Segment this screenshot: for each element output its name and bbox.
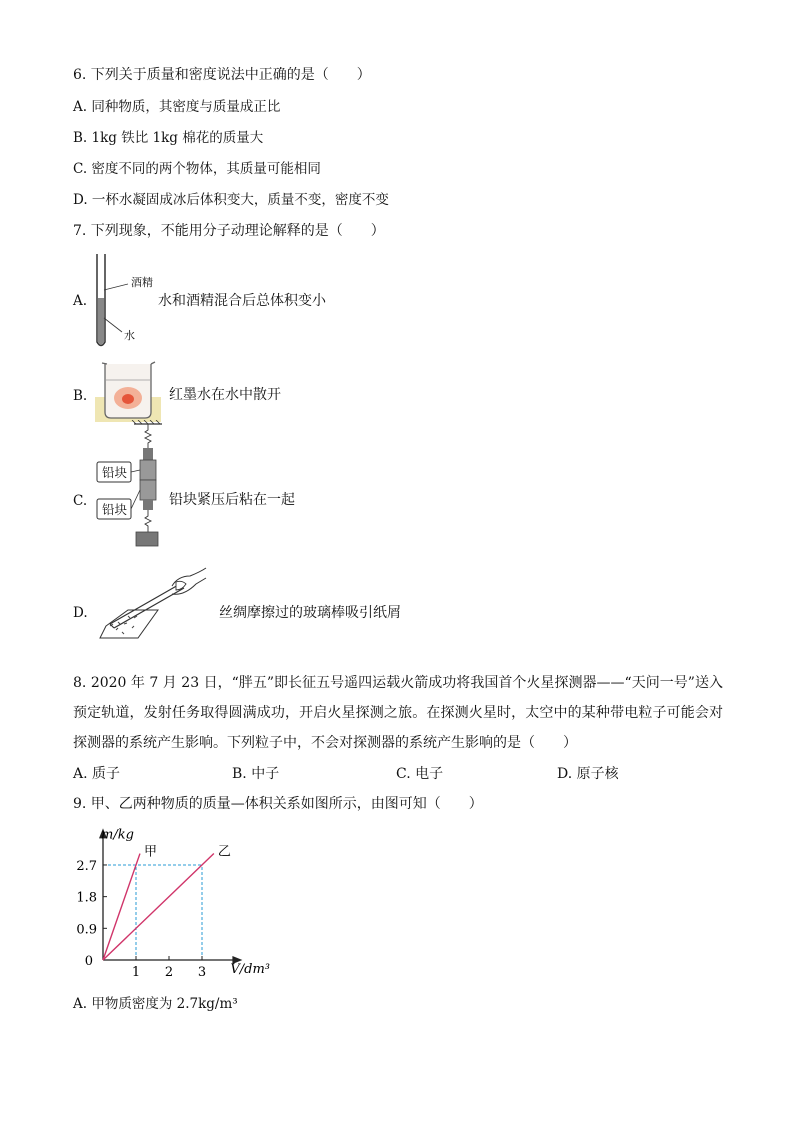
mass-volume-chart (70, 820, 290, 985)
q8-option-a: A. 质子 (73, 766, 121, 782)
q6-option-c: C. 密度不同的两个物体，其质量可能相同 (73, 161, 321, 177)
q8-option-d: D. 原子核 (557, 766, 619, 782)
beaker-figure (95, 360, 161, 422)
lead-block-label-bottom: 铅块 (102, 502, 128, 517)
q7-option-a-caption: 水和酒精混合后总体积变小 (158, 293, 326, 309)
q6-stem: 6. 下列关于质量和密度说法中正确的是（ ） (73, 67, 371, 83)
water-label: 水 (124, 329, 135, 342)
q7-option-d-letter: D. (73, 605, 88, 621)
lead-blocks-figure (96, 420, 176, 552)
q7-option-c-caption: 铅块紧压后粘在一起 (169, 492, 295, 508)
y-tick-label: 2.7 (76, 858, 97, 874)
series-line-yi (103, 854, 214, 960)
q7-option-c-letter: C. (73, 493, 88, 509)
y-tick-label: 1.8 (76, 890, 97, 906)
series-label-yi: 乙 (217, 844, 231, 860)
q9-option-a: A. 甲物质密度为 2.7kg/m³ (73, 996, 238, 1012)
y-tick-label: 0.9 (76, 922, 97, 938)
q6-option-b: B. 1kg 铁比 1kg 棉花的质量大 (73, 130, 264, 146)
origin-label: 0 (84, 954, 93, 969)
y-axis-label: m/kg (101, 827, 134, 843)
q8-option-b: B. 中子 (232, 766, 280, 782)
q7-option-d-caption: 丝绸摩擦过的玻璃棒吸引纸屑 (219, 605, 401, 621)
q7-option-a-letter: A. (73, 293, 88, 309)
x-tick-label: 1 (131, 965, 141, 980)
series-label-jia: 甲 (143, 844, 157, 860)
q7-option-b-caption: 红墨水在水中散开 (169, 387, 281, 403)
q8-option-c: C. 电子 (396, 766, 444, 782)
q6-option-d: D. 一杯水凝固成冰后体积变大，质量不变，密度不变 (73, 192, 389, 208)
q7-stem: 7. 下列现象，不能用分子动理论解释的是（ ） (73, 223, 385, 239)
q6-option-a: A. 同种物质，其密度与质量成正比 (73, 99, 281, 115)
q9-stem: 9. 甲、乙两种物质的质量—体积关系如图所示，由图可知（ ） (73, 796, 483, 812)
x-tick-label: 3 (197, 965, 207, 980)
x-axis-label: V/dm³ (230, 962, 271, 977)
q7-option-b-letter: B. (73, 388, 88, 404)
alcohol-label: 酒精 (131, 276, 153, 289)
glass-rod-figure (98, 566, 208, 650)
q8-text: 8. 2020 年 7 月 23 日，“胖五”即长征五号遥四运载火箭成功将我国首个火星探测器——“天问一号”送入预定轨道，发射任务取得圆满成功，开启火星探测之旅。在探测火星时，太空中的某种带电粒子可能会对探测器的系统产生影响。下列粒子中，不会对探测器的系统产生影响的是（ ） (73, 675, 723, 751)
series-line-jia (103, 854, 140, 960)
lead-block-label-top: 铅块 (102, 465, 128, 480)
x-tick-label: 2 (164, 965, 174, 980)
